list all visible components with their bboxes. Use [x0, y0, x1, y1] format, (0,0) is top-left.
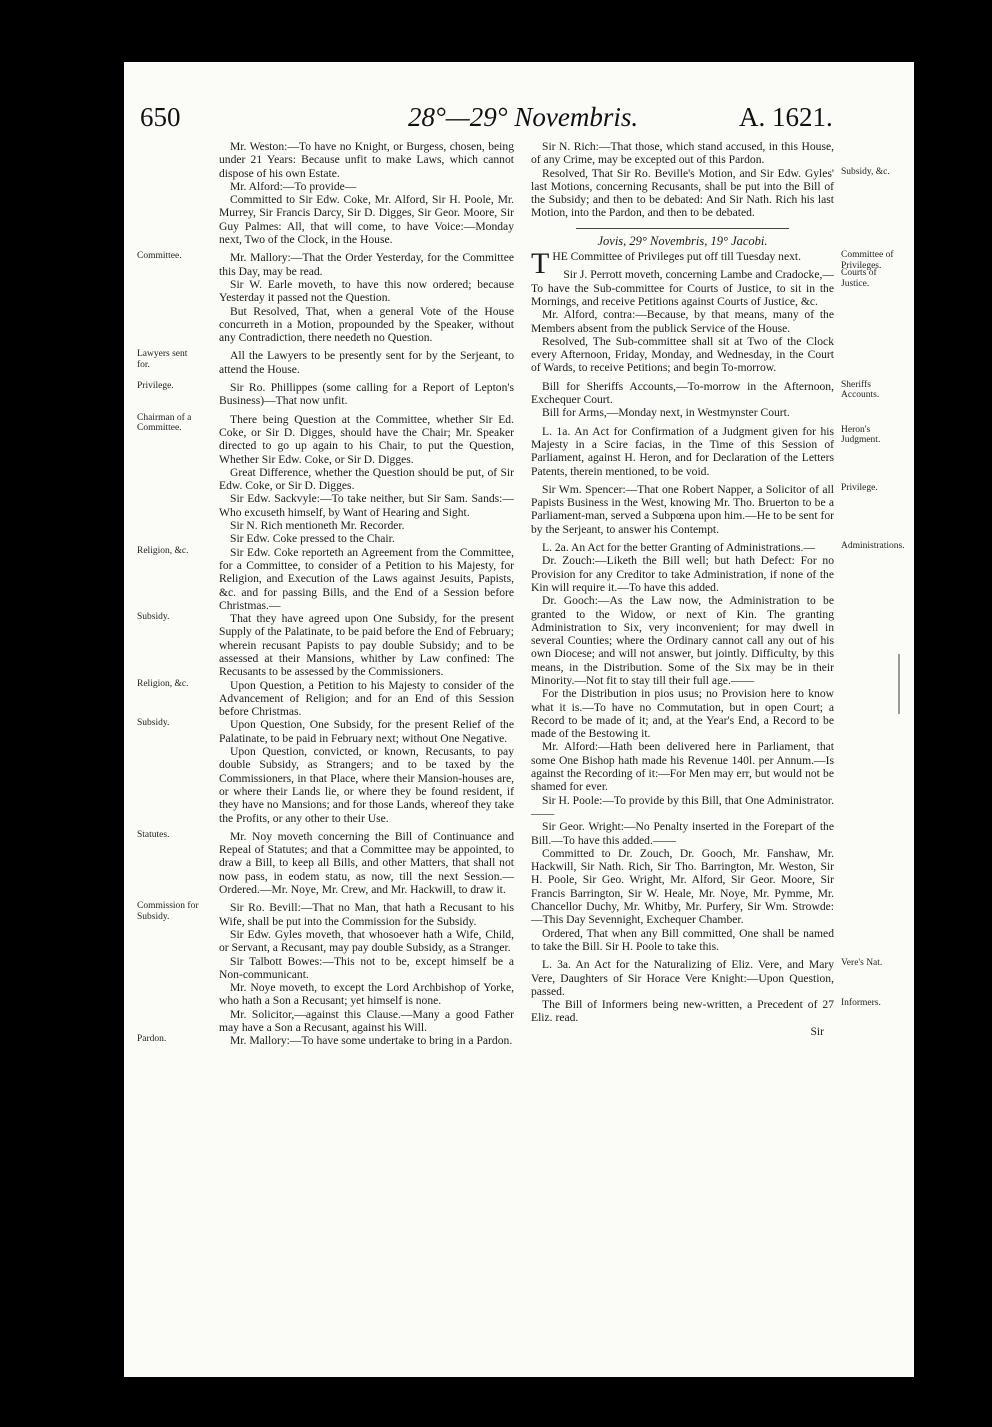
journal-entry [531, 740, 834, 793]
entry-text: Mr. Alford, contra:—Because, by that means, many of the Members absent from the publick Service of the House. [531, 308, 834, 335]
entry-text: L. 1a. An Act for Confirmation of a Judgment given for his Majesty in a Scire facias, in the Time of this Session of Parliament, against H. Heron, and for Declaration of the Letters Patents, therein mentioned, to be void. [531, 424, 834, 478]
entry-text: Sir Ro. Bevill:—That no Man, that hath a Recusant to his Wife, shall be put into the Commission for the Subsidy. [219, 901, 514, 928]
journal-entry [531, 958, 883, 998]
journal-entry [219, 955, 514, 982]
journal-entry [137, 612, 514, 679]
journal-entry [137, 251, 514, 278]
entry-text: Mr. Alford:—To provide— [230, 179, 357, 193]
margin-note: Vere's Nat. [841, 958, 883, 969]
entry-text: Mr. Solicitor,—against this Clause.—Many a good Father may have a Son a Recusant, against his Will. [219, 1007, 514, 1034]
journal-entry [531, 166, 890, 220]
entry-text: Great Difference, whether the Question should be put, of Sir Edw. Coke, or Sir D. Digges. [219, 465, 514, 493]
entry-text: Sir N. Rich:—That those, which stand accused, in this House, of any Crime, may be excepted out of this Pardon. [531, 140, 834, 167]
margin-note: Committee of Privileges. [841, 250, 894, 271]
journal-entry [531, 820, 834, 847]
right-column [531, 140, 905, 1038]
entry-text: The Bill of Informers being new-written, a Precedent of 27 Eliz. read. [531, 998, 834, 1025]
entry-text: Sir J. Perrott moveth, concerning Lambe and Cradocke,—To have the Sub-committee for Courts of Justice, to sit in the Mornings, and receive Petitions against Courts of Justice, &c. [531, 268, 834, 308]
entry-text: Sir Edw. Coke reporteth an Agreement from the Committee, for a Committee, to consider of a Petition to his Majesty, for Religion, and Execution of the Laws against Jesuits, Papists, &c. and for passing Bills, and the End of a Session before Christmas.— [219, 545, 514, 612]
entry-text: Mr. Noy moveth concerning the Bill of Continuance and Repeal of Statutes; and that a Committee may be appointed, to draw a Bill, to keep all Bills, and other Matters, that shall not now pass, in eodem statu, as now, till the next Session.—Ordered.—Mr. Noye, Mr. Crew, and Mr. Hackwill, to draw it. [219, 829, 514, 897]
journal-entry [531, 847, 834, 927]
running-head-year: A. 1621. [739, 102, 833, 132]
journal-entry [531, 308, 834, 335]
entry-text: Sir Talbott Bowes:—This not to be, except himself be a Non-communicant. [219, 954, 514, 981]
journal-entry [531, 998, 881, 1025]
entry-text: Sir Wm. Spencer:—That one Robert Napper, a Solicitor of all Papists Business in the West, knowing Mr. Tho. Bruerton to be a Parliament-man, served a Subpœna upon him.—He to be sent for by the Serjeant, to answer his Contempt. [531, 482, 834, 536]
entry-text: Upon Question, One Subsidy, for the present Relief of the Palatinate, to be paid in February next; without One Negative. [219, 718, 514, 745]
margin-note: Courts of Justice. [841, 268, 877, 289]
journal-entry [531, 482, 878, 536]
journal-entry [137, 412, 514, 466]
entry-text: Mr. Mallory:—To have some undertake to bring in a Pardon. [230, 1034, 513, 1048]
journal-entry [219, 466, 514, 493]
entry-text: Sir Edw. Gyles moveth, that whosoever hath a Wife, Child, or Servant, a Recusant, may pay double Subsidy, as a Stranger. [219, 927, 514, 955]
journal-entry [219, 745, 514, 825]
journal-entry [219, 140, 514, 180]
journal-entry [137, 381, 514, 408]
entry-text: Mr. Weston:—To have no Knight, or Burgess, chosen, being under 21 Years: Because unfit to make Laws, which cannot dispose of his own Estate. [219, 140, 514, 180]
journal-entry [219, 180, 514, 193]
entry-text: Sir H. Poole:—To provide by this Bill, that One Administrator.—— [531, 793, 834, 820]
entry-text: Mr. Noye moveth, to except the Lord Archbishop of Yorke, who hath a Son a Recusant; yet himself is none. [219, 981, 514, 1008]
margin-note: Privilege. [137, 381, 174, 392]
entry-text: Dr. Zouch:—Liketh the Bill well; but hath Defect: For no Provision for any Creditor to take Administration, if none of the Kin will require it.—To have this added. [531, 554, 834, 594]
left-column [137, 140, 514, 1048]
journal-entry [137, 545, 514, 612]
margin-note: Administrations. [841, 541, 905, 552]
journal-entry [219, 278, 514, 305]
journal-entry [531, 927, 834, 954]
journal-entry [219, 928, 514, 955]
entry-text: Sir Geor. Wright:—No Penalty inserted in the Forepart of the Bill.—To have this added.—— [531, 820, 834, 847]
journal-entry [531, 541, 905, 555]
journal-page [124, 62, 914, 1377]
entry-text: That they have agreed upon One Subsidy, for the present Supply of the Palatinate, to be paid before the End of February; wherein recusant Papists to pay double Subsidy; and to be assessed at their Mansions, whither by Law confined: The Recusants to be assessed by the Commissioners. [219, 612, 514, 679]
entry-text: But Resolved, That, when a general Vote of the House concurreth in a Motion, propounded by the Speaker, without any Contradiction, there needeth no Question. [219, 304, 514, 345]
entry-text: L. 2a. An Act for the better Granting of Administrations.— [542, 541, 816, 555]
journal-entry [219, 532, 514, 545]
entry-text: Upon Question, a Petition to his Majesty to consider of the Advancement of Religion; and for an End of this Session before Christmas. [219, 678, 514, 719]
journal-entry [219, 1008, 514, 1035]
entry-text: Sir Edw. Coke pressed to the Chair. [230, 532, 395, 546]
journal-entry [137, 349, 514, 376]
margin-note: Subsidy. [137, 718, 170, 729]
journal-entry [137, 1034, 514, 1048]
margin-note: Sheriffs Accounts. [841, 379, 880, 401]
entry-text: Mr. Mallory:—That the Order Yesterday, for the Committee this Day, may be read. [219, 251, 514, 278]
journal-entry [219, 492, 514, 519]
journal-entry [531, 687, 834, 740]
entry-text: Bill for Sheriffs Accounts,—To-morrow in the Afternoon, Exchequer Court. [531, 379, 834, 407]
journal-entry [531, 554, 834, 594]
journal-entry [219, 519, 514, 532]
margin-note: Subsidy. [137, 612, 170, 623]
entry-text: Committed to Dr. Zouch, Dr. Gooch, Mr. Fanshaw, Mr. Hackwill, Sir Nath. Rich, Sir Tho. Barrington, Mr. Weston, Sir H. Poole, Sir Geo. Wright, Mr. Alford, Sir Geor. Moore, Sir Francis Barrington, Sir W. Heale, Mr. Noye, Mr. Pymme, Mr. Chancellor Duchy, Mr. Whitby, Mr. Purfery, Sir Wm. Strowde:—This Day Sevennight, Exchequer Chamber. [531, 846, 834, 927]
entry-text: Upon Question, convicted, or known, Recusants, to pay double Subsidy, as Strangers; and to be taxed by the Commissioners, in that Place, where their Mansion-houses are, or where their Lands lie, or where they be found resident, if they have no Mansions; and for those Lands, whereof they take the Profits, or any other to their Use. [219, 745, 514, 825]
margin-note: Chairman of a Committee. [137, 412, 192, 434]
journal-entry [531, 424, 881, 478]
journal-entry [137, 901, 514, 928]
journal-entry [531, 268, 877, 308]
margin-note: Commission for Subsidy. [137, 901, 199, 922]
journal-entry [219, 305, 514, 345]
margin-note: Committee. [137, 251, 182, 262]
entry-text: Dr. Gooch:—As the Law now, the Administration to be granted to the Widow, or next of Kin. The granting Administration to Six, very inconvenient; for may dwell in several Counties; where the Ordinary cannot call any out of his own Diocese; and will not answer, but jointly. Difficulty, by this means, in the Distribution. Some of the Six may be in their Minority.—Not fit to stay till their full age.—— [531, 594, 834, 687]
journal-entry [531, 406, 834, 419]
entry-text: L. 3a. An Act for the Naturalizing of Eliz. Vere, and Mary Vere, Daughters of Sir Horace Vere Knight:—Upon Question, passed. [531, 958, 834, 998]
margin-note: Subsidy, &c. [841, 166, 890, 177]
margin-note: Religion, &c. [137, 545, 189, 556]
journal-entry [531, 140, 834, 167]
journal-entry [531, 594, 834, 687]
entry-text: Resolved, The Sub-committee shall sit at Two of the Clock every Afternoon, Friday, Monday, and Wednesday, in the Court of Wards, to receive Petitions; and begin To-morrow. [531, 334, 834, 375]
margin-note: Privilege. [841, 482, 878, 493]
journal-entry [531, 794, 834, 821]
entry-text: Sir Ro. Phillippes (some calling for a Report of Lepton's Business)—That now unfit. [219, 381, 514, 408]
entry-text: HE Committee of Privileges put off till Tuesday next. [552, 250, 802, 264]
entry-text: Sir Edw. Sackvyle:—To take neither, but Sir Sam. Sands:—Who excuseth himself, by Want of Hearing and Sight. [219, 492, 514, 519]
entry-text: Mr. Alford:—Hath been delivered here in Parliament, that some One Bishop hath made his Revenue 140l. per Annum.—Is against the Recording of it:—For Men may err, but would not be shamed for ever. [531, 740, 834, 794]
entry-text: Ordered, That when any Bill committed, One shall be named to take the Bill. Sir H. Poole to take this. [531, 926, 834, 953]
right-column-continuation [531, 140, 890, 220]
scan-mark [898, 654, 900, 714]
catchword: Sir [810, 1024, 824, 1038]
journal-entry [531, 379, 880, 407]
journal-entry [137, 829, 514, 897]
entry-text: For the Distribution in pios usus; no Provision here to know what it is.—To have no Commutation, but in open Court; a Record to be made of it; and, at the Year's End, a Record to be made of the Bestowing it. [531, 687, 834, 741]
running-head-dates: 28°—29° Novembris. [408, 102, 639, 132]
journal-entry [137, 718, 514, 745]
journal-entry [137, 678, 514, 719]
margin-note: Religion, &c. [137, 678, 189, 689]
journal-entry [531, 335, 834, 375]
margin-note: Statutes. [137, 829, 170, 840]
entry-text: Resolved, That Sir Ro. Beville's Motion, and Sir Edw. Gyles' last Motions, concerning Recusants, shall be put into the Bill of the Subsidy; and then to be debated: And Sir Nath. Rich his last Motion, into the Pardon, and then to be debated. [531, 166, 834, 220]
entry-text: All the Lawyers to be presently sent for by the Serjeant, to attend the House. [219, 349, 514, 376]
entry-text: Bill for Arms,—Monday next, in Westmynster Court. [542, 406, 790, 420]
margin-note: Heron's Judgment. [841, 424, 881, 446]
margin-note: Lawyers sent for. [137, 349, 188, 370]
entry-text: There being Question at the Committee, whether Sir Ed. Coke, or Sir D. Digges, should have the Chair; Mr. Speaker directed to go up again to his Chair, to put the Question, Whether Sir Edw. Coke, or Sir D. Digges. [219, 412, 514, 466]
margin-note: Pardon. [137, 1034, 167, 1045]
section-rule [576, 228, 788, 229]
entry-text: Committed to Sir Edw. Coke, Mr. Alford, Sir H. Poole, Mr. Murrey, Sir Francis Darcy, Sir D. Digges, Sir Geor. Moore, Sir Guy Palmes: All, that will come, to have Voice:—Monday next, Two of the Clock, in the House. [219, 193, 514, 247]
drop-cap: T [531, 247, 550, 281]
entry-text: Sir N. Rich mentioneth Mr. Recorder. [230, 519, 405, 533]
page-number: 650 [140, 102, 181, 132]
margin-note: Informers. [841, 998, 881, 1009]
right-column-entries [531, 247, 905, 1025]
entry-text: Sir W. Earle moveth, to have this now ordered; because Yesterday it passed not the Question. [219, 277, 514, 305]
journal-entry [219, 193, 514, 246]
day-heading: Jovis, 29° Novembris, 19° Jacobi. [597, 233, 768, 248]
journal-entry [219, 981, 514, 1008]
